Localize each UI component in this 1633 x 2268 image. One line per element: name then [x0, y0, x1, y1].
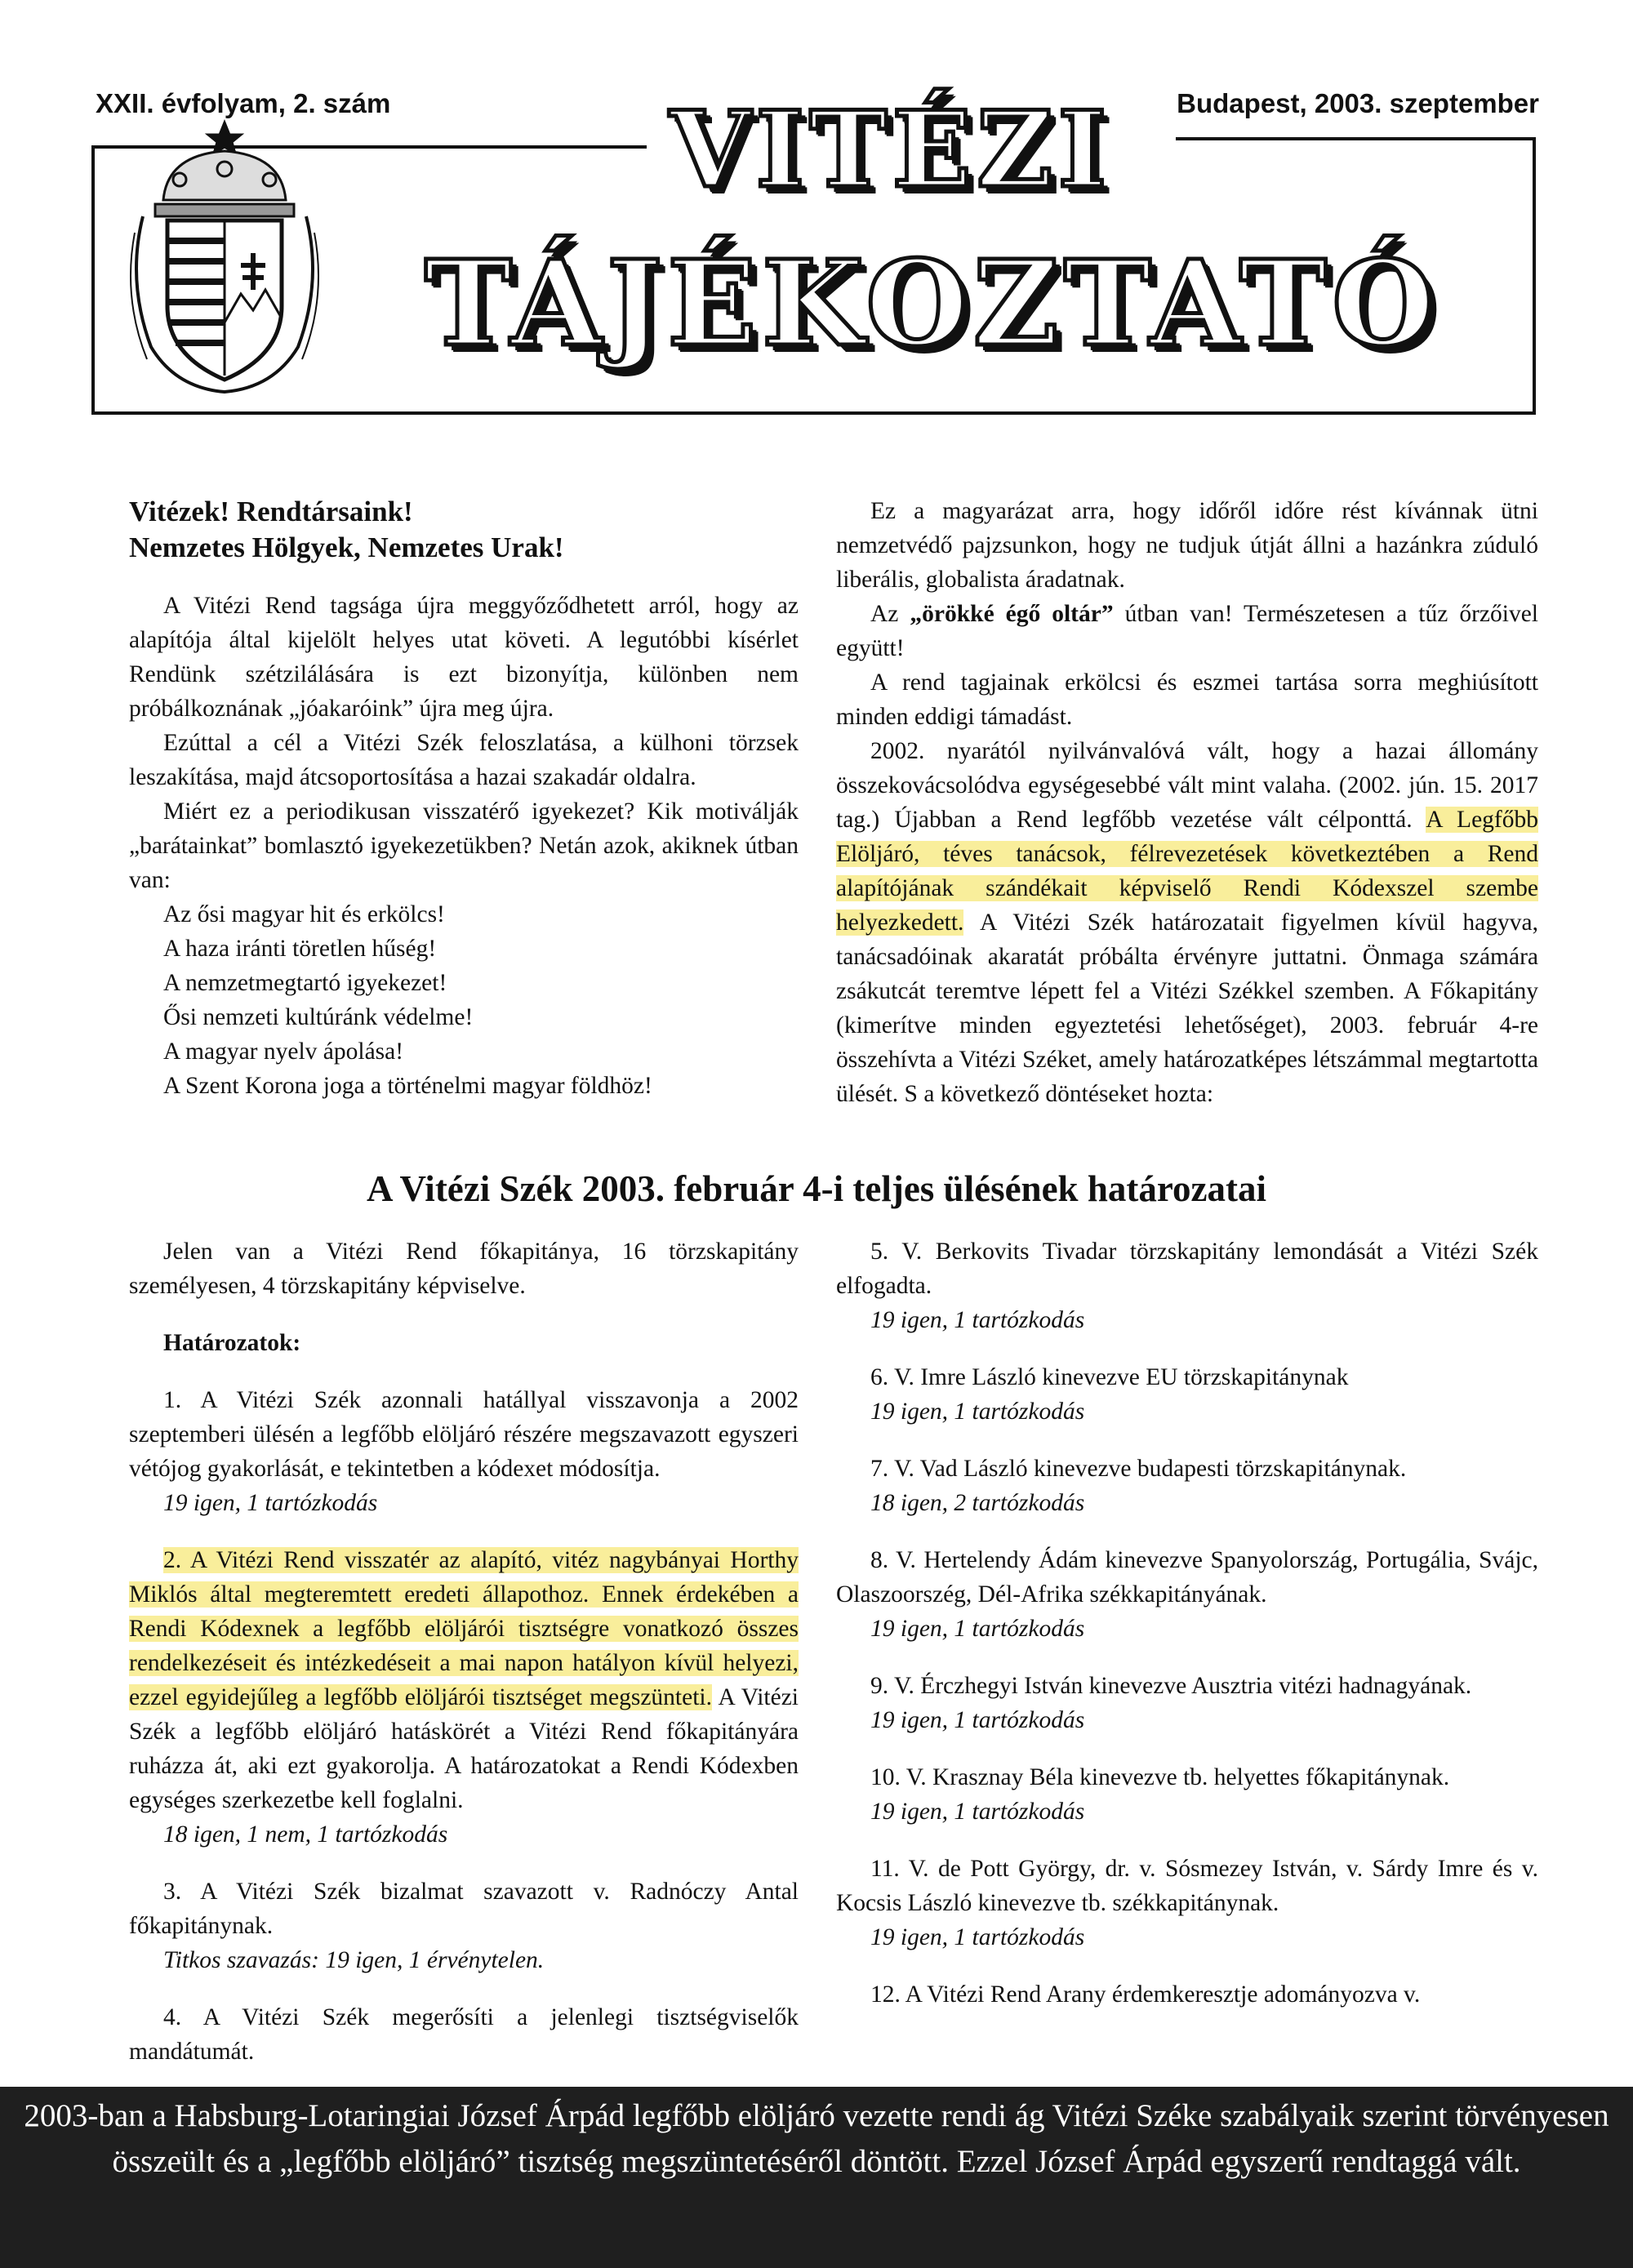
resolution-7: 7. V. Vad László kinevezve budapesti törzskapitánynak. [870, 1456, 1407, 1482]
intro-paragraph-2: Ezúttal a cél a Vitézi Szék feloszlatása, a külhoni törzsek leszakítása, majd átcsoportosítása a hazai szakadár oldalra. [129, 730, 799, 790]
intro-paragraph-1: A Vitézi Rend tagsága újra meggyőződhetett arról, hogy az alapítója által kijelölt helyes utat követi. A legutóbbi kísérlet Rendünk szétzilálására is ezt bizonyítja, különben nem próbálkoznának „jóakaróink” újra meg újra. [129, 593, 799, 722]
vote-result: 18 igen, 2 tartózkodás [870, 1490, 1085, 1516]
resolution-6: 6. V. Imre László kinevezve EU törzskapitánynak [870, 1364, 1349, 1390]
vote-result: 19 igen, 1 tartózkodás [163, 1490, 378, 1516]
resolution-9: 9. V. Érczhegyi István kinevezve Ausztria vitézi hadnagyának. [870, 1673, 1472, 1699]
vote-result: 19 igen, 1 tartózkodás [870, 1616, 1085, 1642]
right-resolutions-column [836, 1234, 1538, 2012]
greeting-line-1: Vitézek! Rendtársaink! [129, 496, 413, 527]
issue-number: XXII. évfolyam, 2. szám [96, 88, 391, 118]
vote-result: 19 igen, 1 tartózkodás [870, 1799, 1085, 1825]
resolution-1: 1. A Vitézi Szék azonnali hatállyal visszavonja a 2002 szeptemberi ülésén a legfőbb elöljáró részére megszavazott egyszeri vétójog gyakorlását, e tekintetben a kódexet módosítja. [129, 1387, 799, 1482]
frame-bottom [91, 411, 1536, 415]
vote-result: 19 igen, 1 tartózkodás [870, 1399, 1085, 1425]
vote-result: 19 igen, 1 tartózkodás [870, 1924, 1085, 1950]
left-resolutions-column [129, 1234, 799, 2069]
right-paragraph-1: Ez a magyarázat arra, hogy időről időre rést kívánnak ütni nemzetvédő pajzsunkon, hogy ne tudjuk útját állni a hazánkra zúduló liberális, globalista áradatnak. [836, 498, 1538, 593]
right-paragraph-2 [836, 597, 1538, 665]
p2-pre: Az [870, 601, 910, 627]
frame-right [1533, 137, 1536, 415]
coat-of-arms-icon [118, 118, 331, 396]
list-item: A magyar nyelv ápolása! [163, 1038, 404, 1065]
attendance-text: Jelen van a Vitézi Rend főkapitánya, 16 törzskapitány személyesen, 4 törzskapitány képviselve. [129, 1239, 799, 1299]
resolution-10: 10. V. Krasznay Béla kinevezve tb. helyettes főkapitánynak. [870, 1764, 1450, 1790]
intro-paragraph-3: Miért ez a periodikusan visszatérő igyekezet? Kik motiválják „barátainkat” bomlasztó igyekezetükben? Netán azok, akiknek útban van: [129, 798, 799, 893]
resolution-8: 8. V. Hertelendy Ádám kinevezve Spanyolország, Portugália, Svájc, Olaszoorszég, Dél-Afrika székkapitányának. [836, 1547, 1538, 1608]
frame-left [91, 145, 95, 415]
left-intro-column [129, 494, 799, 1103]
vote-result: 19 igen, 1 tartózkodás [870, 1307, 1085, 1333]
frame-top-right [1176, 137, 1536, 140]
p2-post: útban van! Természetesen a tűz őrzőivel együtt! [836, 601, 1538, 661]
resolution-2-rest: A Vitézi Szék a legfőbb elöljáró hatáskörét a Vitézi Rend főkapitányára ruházza át, aki ezt gyakorolja. A határozatokat a Rendi Kódexben egységes szerkezetbe kell foglalni. [129, 1684, 799, 1813]
vote-result: 19 igen, 1 tartózkodás [870, 1707, 1085, 1733]
image-caption [0, 2087, 1633, 2268]
list-item: Ősi nemzeti kultúránk védelme! [163, 1004, 474, 1030]
p4-highlight: A Legfőbb Elöljáró, téves tanácsok, félrevezetések következtében a Rend alapítójának szándékait képviselő Rendi Kódexszel szembe helyezkedett. [836, 807, 1538, 936]
list-item: A nemzetmegtartó igyekezet! [163, 970, 447, 996]
list-item: Az ősi magyar hit és erkölcs! [163, 901, 445, 927]
resolution-11: 11. V. de Pott György, dr. v. Sósmezey István, v. Sárdy Imre és v. Kocsis László kinevezve tb. székkapitánynak. [836, 1856, 1538, 1916]
resolution-4: 4. A Vitézi Szék megerősíti a jelenlegi tisztségviselők mandátumát. [129, 2004, 799, 2065]
resolution-5: 5. V. Berkovits Tivadar törzskapitány lemondását a Vitézi Szék elfogadta. [836, 1239, 1538, 1299]
resolution-2-highlight: 2. A Vitézi Rend visszatér az alapító, vitéz nagybányai Horthy Miklós által megteremtett eredeti állapothoz. Ennek érdekében a Rendi Kódexnek a legfőbb elöljárói tisztségre vonatkozó összes rendelkezéseit és intézkedéseit a mai napon hatályon kívül helyezi, ezzel egyidejűleg a legfőbb elöljárói tisztséget megszünteti. [129, 1547, 799, 1710]
list-item: A Szent Korona joga a történelmi magyar földhöz! [163, 1073, 652, 1099]
resolution-3: 3. A Vitézi Szék bizalmat szavazott v. Radnóczy Antal főkapitánynak. [129, 1879, 799, 1939]
right-paragraph-3: A rend tagjainak erkölcsi és eszmei tartása sorra meghiúsított minden eddigi támadást. [836, 669, 1538, 730]
p2-bold: „örökké égő oltár” [910, 601, 1114, 627]
caption-text: 2003-ban a Habsburg-Lotaringiai József Árpád legfőbb elöljáró vezette rendi ág Vitézi Széke szabályaik szerint törvényesen összeült és a „legfőbb elöljáró” tisztség megszüntetéséről döntött. Ezzel József Árpád egyszerű rendtaggá vált. [24, 2098, 1609, 2179]
title-line-2: TÁJÉKOZTATÓ [425, 234, 1439, 372]
greeting-line-2: Nemzetes Hölgyek, Nemzetes Urak! [129, 531, 564, 563]
vote-result: Titkos szavazás: 19 igen, 1 érvénytelen. [163, 1947, 545, 1973]
resolution-12: 12. A Vitézi Rend Arany érdemkeresztje adományozva v. [870, 1981, 1421, 2008]
place-date: Budapest, 2003. szeptember [1177, 88, 1539, 118]
resolution-2 [129, 1543, 799, 1817]
resolutions-label: Határozatok: [163, 1330, 301, 1356]
list-item: A haza iránti töretlen hűség! [163, 936, 437, 962]
section-heading: A Vitézi Szék 2003. február 4-i teljes ülésének határozatai [367, 1168, 1266, 1209]
vote-result: 18 igen, 1 nem, 1 tartózkodás [163, 1821, 448, 1848]
right-intro-column [836, 494, 1538, 1111]
right-paragraph-4 [836, 734, 1538, 1111]
p4-post: A Vitézi Szék határozatait figyelmen kívül hagyva, tanácsadóinak akaratát próbálta érvényre juttatni. Önmaga számára zsákutcát teremtve lépett fel a Vitézi Székkel szemben. A Főkapitány (kimerítve minden egyeztetési lehetőséget), 2003. február 4-re összehívta a Vitézi Széket, amely határozatképes létszámmal megtartotta ülését. S a következő döntéseket hozta: [836, 909, 1538, 1107]
title-line-1: VITÉZI [670, 89, 1112, 211]
p4-pre: 2002. nyarától nyilvánvalóvá vált, hogy a hazai állomány összekovácsolódva egységesebbé vált mint valaha. (2002. jún. 15. 2017 tag.) Újabban a Rend legfőbb vezetése vált célponttá. [836, 738, 1538, 833]
